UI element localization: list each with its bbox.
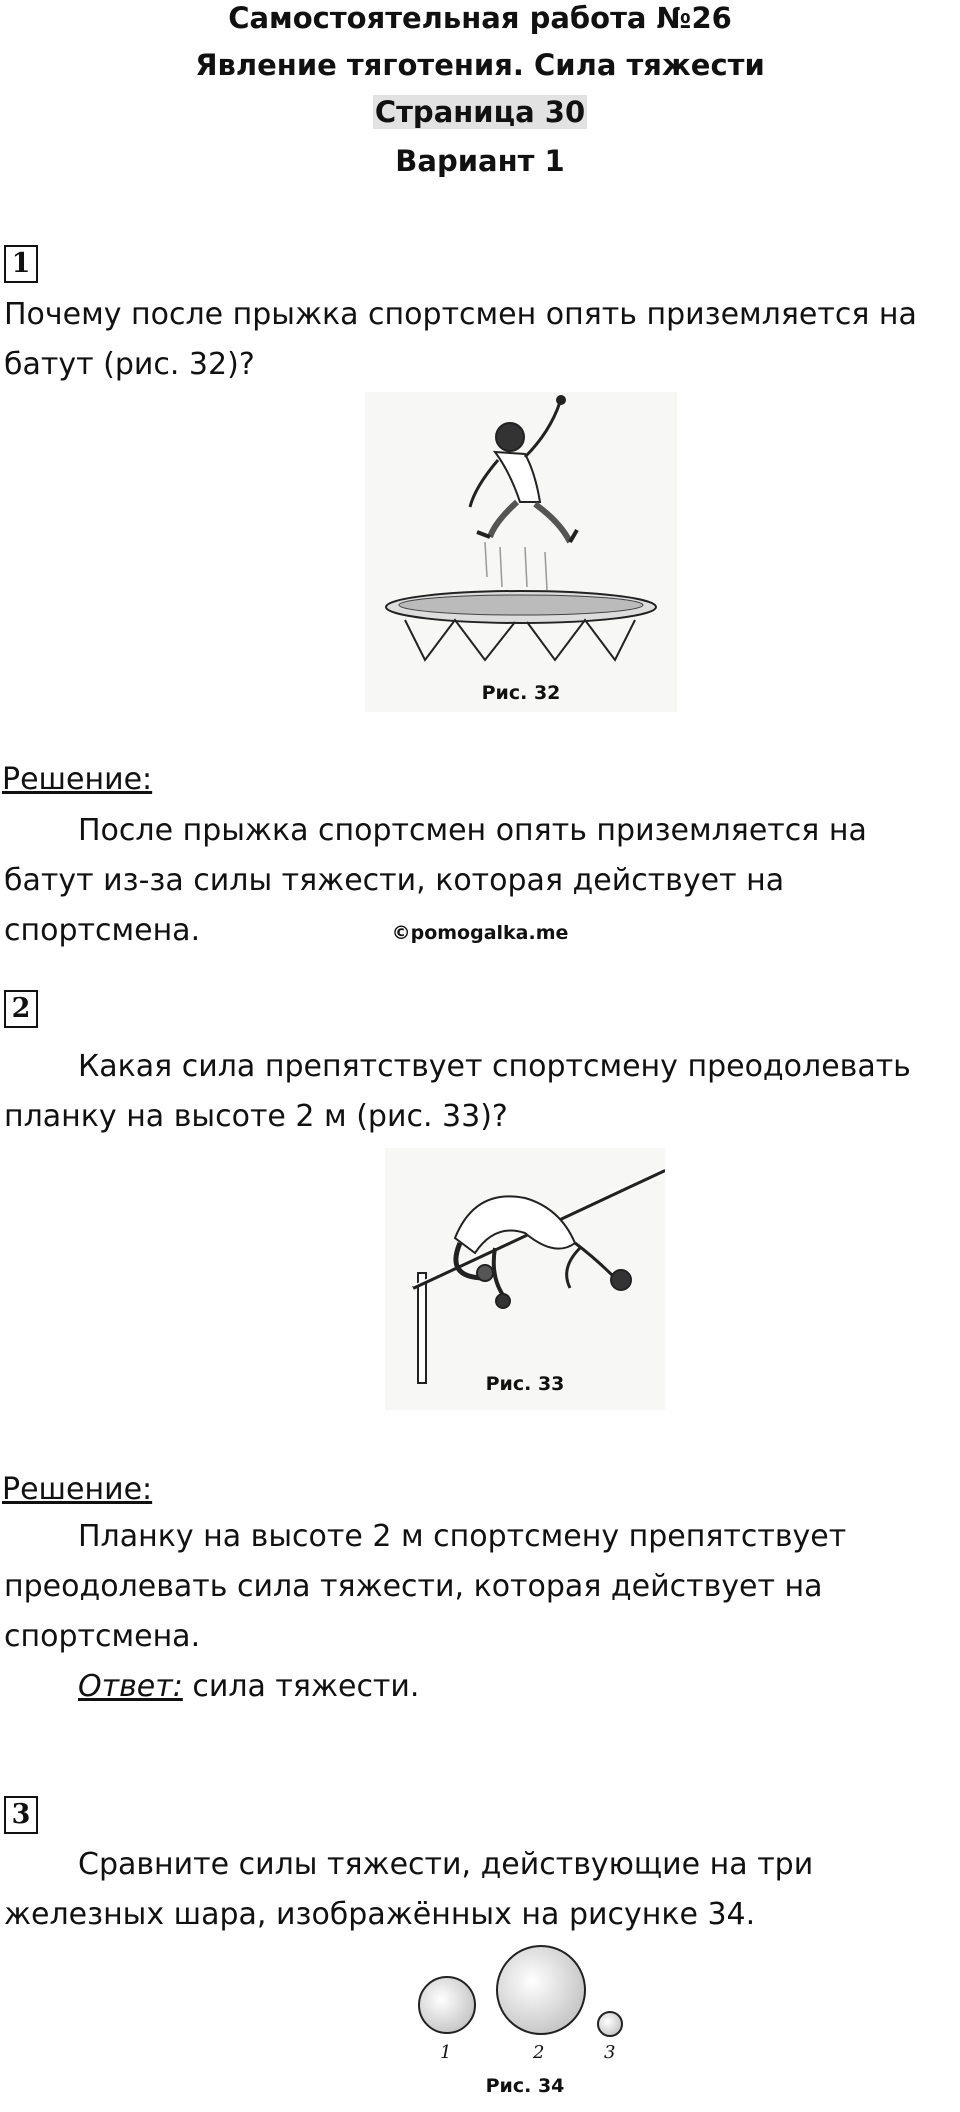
figure-34-iron-balls	[405, 1930, 645, 2110]
task-2-question-text: Какая сила препятствует спортсмену преодолевать планку на высоте 2 м (рис. 33)?	[4, 1049, 911, 1134]
task-3-number: 3	[4, 1796, 38, 1834]
figure-33-caption: Рис. 33	[485, 1373, 565, 1395]
ball-1-label: 1	[440, 2042, 452, 2063]
task-1-solution-label: Решение:	[2, 762, 153, 797]
task-1-question-text: Почему после прыжка спортсмен опять приземляется на батут (рис. 32)?	[4, 297, 917, 382]
ball-3	[598, 2012, 622, 2036]
task-2-solution-label: Решение:	[2, 1472, 153, 1507]
variant-title: Вариант 1	[395, 144, 565, 178]
page-number-line	[0, 94, 960, 130]
task-2-solution-text: Планку на высоте 2 м спортсмену препятствует преодолевать сила тяжести, которая действует на спортсмена.	[4, 1519, 847, 1654]
task-1-solution-text: После прыжка спортсмен опять приземляется на батут из-за силы тяжести, которая действует на спортсмена.	[4, 813, 867, 948]
task-3-question	[4, 1840, 954, 1940]
task-2-number: 2	[4, 990, 38, 1028]
task-2-answer-text: сила тяжести.	[182, 1669, 420, 1704]
task-2-question	[4, 1042, 954, 1142]
watermark: ©pomogalka.me	[391, 922, 569, 944]
ball-2-label: 2	[533, 2042, 545, 2063]
figure-33-high-jump	[385, 1148, 665, 1410]
task-2-answer	[4, 1662, 954, 1712]
task-2-answer-label: Ответ:	[78, 1669, 183, 1704]
figure-32-trampoline	[365, 392, 677, 712]
worksheet-title: Самостоятельная работа №26	[228, 1, 732, 35]
page-number-highlight: Страница 30	[374, 95, 586, 129]
task-2-solution	[4, 1512, 954, 1662]
figure-32-caption: Рис. 32	[481, 682, 561, 704]
task-1-question	[4, 290, 954, 390]
ball-2	[497, 1946, 585, 2034]
task-3-question-text: Сравните силы тяжести, действующие на три железных шара, изображённых на рисунке 34.	[4, 1847, 814, 1932]
ball-3-label: 3	[604, 2042, 616, 2063]
topic-title: Явление тяготения. Сила тяжести	[195, 48, 765, 82]
high-jump-illustration	[385, 1148, 665, 1410]
ball-1	[419, 1977, 475, 2033]
trampoline-jumper-illustration	[365, 392, 677, 712]
figure-34-caption: Рис. 34	[485, 2075, 565, 2097]
task-1-number: 1	[4, 245, 38, 283]
